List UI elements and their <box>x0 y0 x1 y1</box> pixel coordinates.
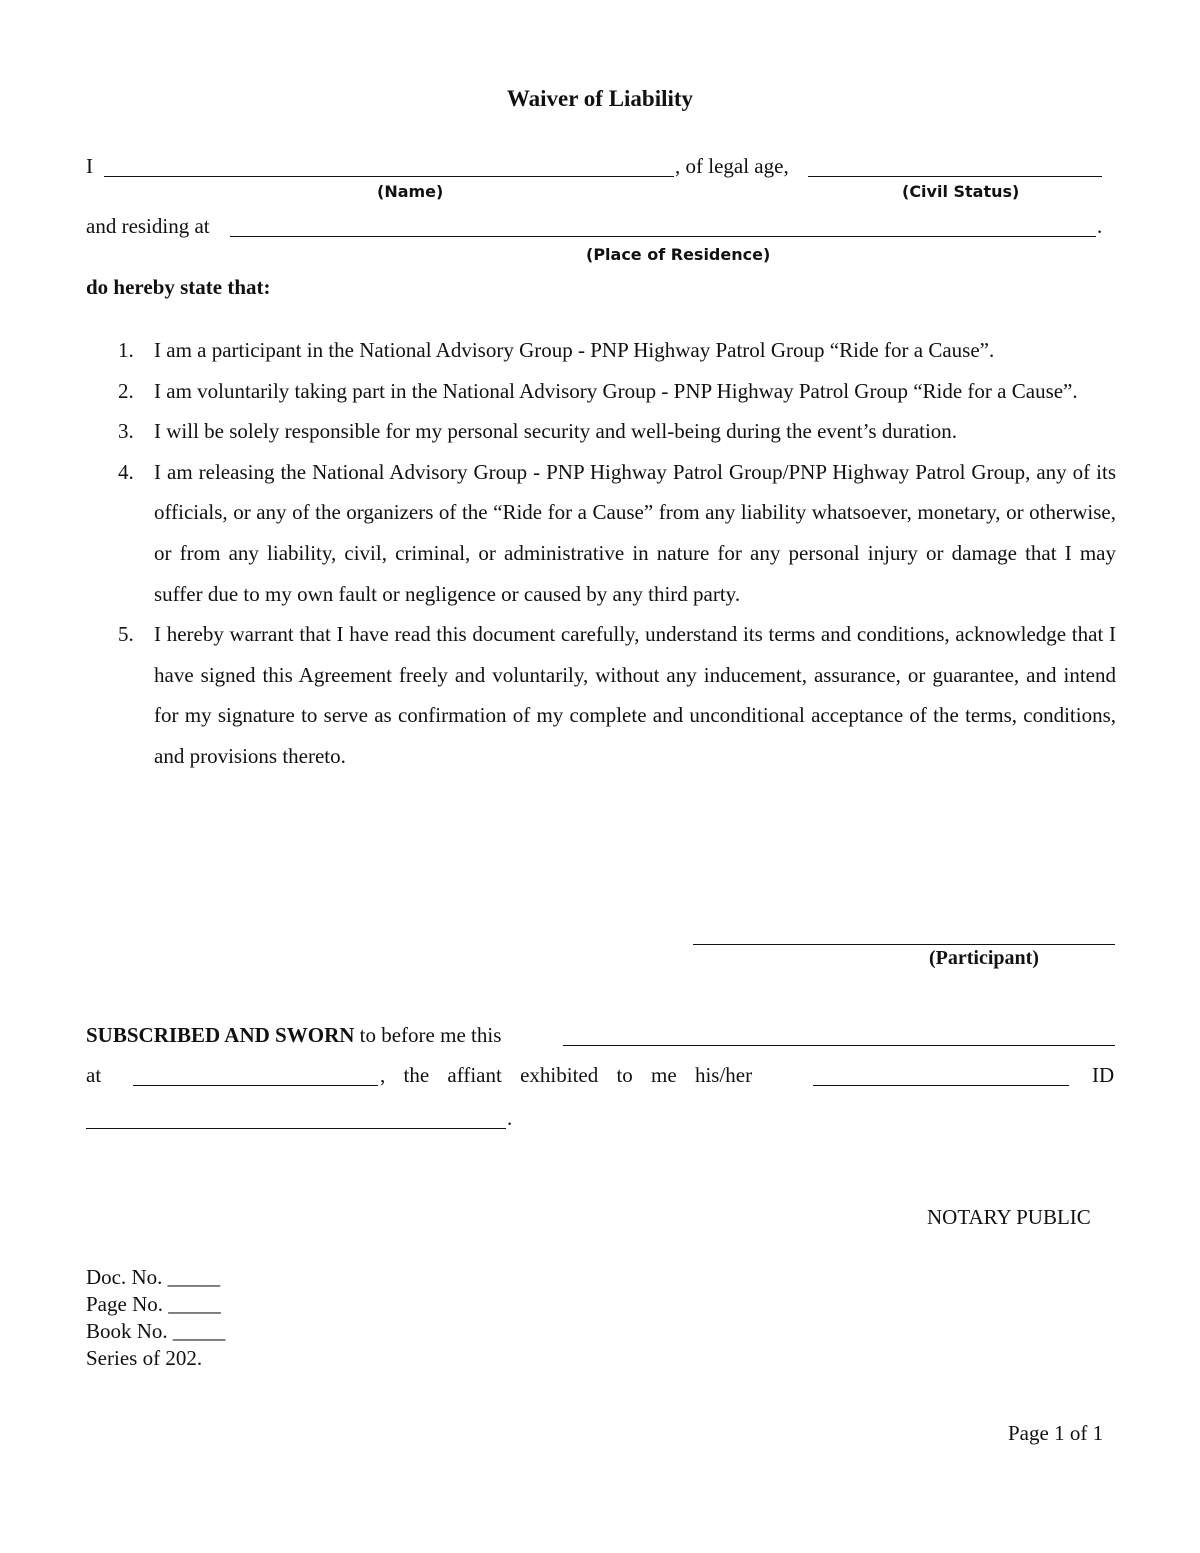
list-item <box>86 411 1116 452</box>
document-title: Waiver of Liability <box>506 86 694 111</box>
residing-period: . <box>1097 214 1103 238</box>
residence-blank[interactable] <box>230 218 1096 237</box>
residing-prefix: and residing at <box>86 214 210 238</box>
list-number: 3. <box>118 419 134 444</box>
civil-status-blank[interactable] <box>808 158 1102 177</box>
list-text: I hereby warrant that I have read this document carefully, understand its terms and conditions, acknowledge that I have signed this Agreement freely and voluntarily, without any inducement, assurance, or guarantee, and intend for my signature to serve as confirmation of my complete and unconditional acceptance of the terms, conditions, and provisions thereto. <box>154 622 1116 768</box>
jurat-rest: to before me this <box>359 1023 502 1047</box>
place-blank[interactable] <box>133 1067 378 1086</box>
list-text: I am voluntarily taking part in the National Advisory Group - PNP Highway Patrol Group “Ride for a Cause”. <box>154 378 1078 403</box>
participant-caption: (Participant) <box>929 947 1039 969</box>
book-no: Book No. _____ <box>86 1319 226 1343</box>
jurat-id: ID <box>1092 1063 1115 1087</box>
list-item <box>86 452 1116 614</box>
legal-age-text: , of legal age, <box>675 154 789 178</box>
date-blank[interactable] <box>563 1027 1115 1046</box>
doc-no: Doc. No. _____ <box>86 1265 221 1289</box>
series: Series of 202. <box>86 1346 203 1370</box>
statement-intro: do hereby state that: <box>86 275 271 299</box>
jurat-at: at <box>86 1063 102 1087</box>
notary-public: NOTARY PUBLIC <box>927 1205 1091 1229</box>
list-item <box>86 371 1116 412</box>
list-number: 2. <box>118 378 134 403</box>
name-prefix: I <box>86 154 93 178</box>
list-number: 5. <box>118 622 134 647</box>
jurat-end: . <box>507 1106 513 1130</box>
jurat-line-1 <box>86 1023 501 1048</box>
list-text: I am a participant in the National Advisory Group - PNP Highway Patrol Group “Ride for a Cause”. <box>154 338 995 362</box>
list-number: 1. <box>118 338 134 362</box>
name-blank[interactable] <box>104 158 674 177</box>
name-caption: (Name) <box>377 182 444 201</box>
participant-signature-line[interactable] <box>693 930 1115 945</box>
page-footer: Page 1 of 1 <box>1008 1421 1104 1445</box>
jurat-affiant-text: , the affiant exhibited to me his/her <box>380 1063 753 1087</box>
civil-status-caption: (Civil Status) <box>902 182 1020 201</box>
statement-list <box>86 330 1116 777</box>
list-number: 4. <box>118 459 134 484</box>
id-number-blank[interactable] <box>86 1110 506 1129</box>
residence-caption: (Place of Residence) <box>586 245 771 264</box>
list-item <box>86 614 1116 776</box>
page-no: Page No. _____ <box>86 1292 221 1316</box>
list-item <box>86 330 1116 371</box>
jurat-bold: SUBSCRIBED AND SWORN <box>86 1023 355 1047</box>
id-type-blank[interactable] <box>813 1067 1069 1086</box>
list-text: I am releasing the National Advisory Group - PNP Highway Patrol Group/PNP Highway Patrol Group, any of its officials, or any of the organizers of the “Ride for a Cause” from any liability whatsoever, monetary, or otherwise, or from any liability, civil, criminal, or administrative in nature for any personal injury or damage that I may suffer due to my own fault or negligence or caused by any third party. <box>154 459 1116 606</box>
list-text: I will be solely responsible for my personal security and well-being during the event’s duration. <box>154 419 958 444</box>
